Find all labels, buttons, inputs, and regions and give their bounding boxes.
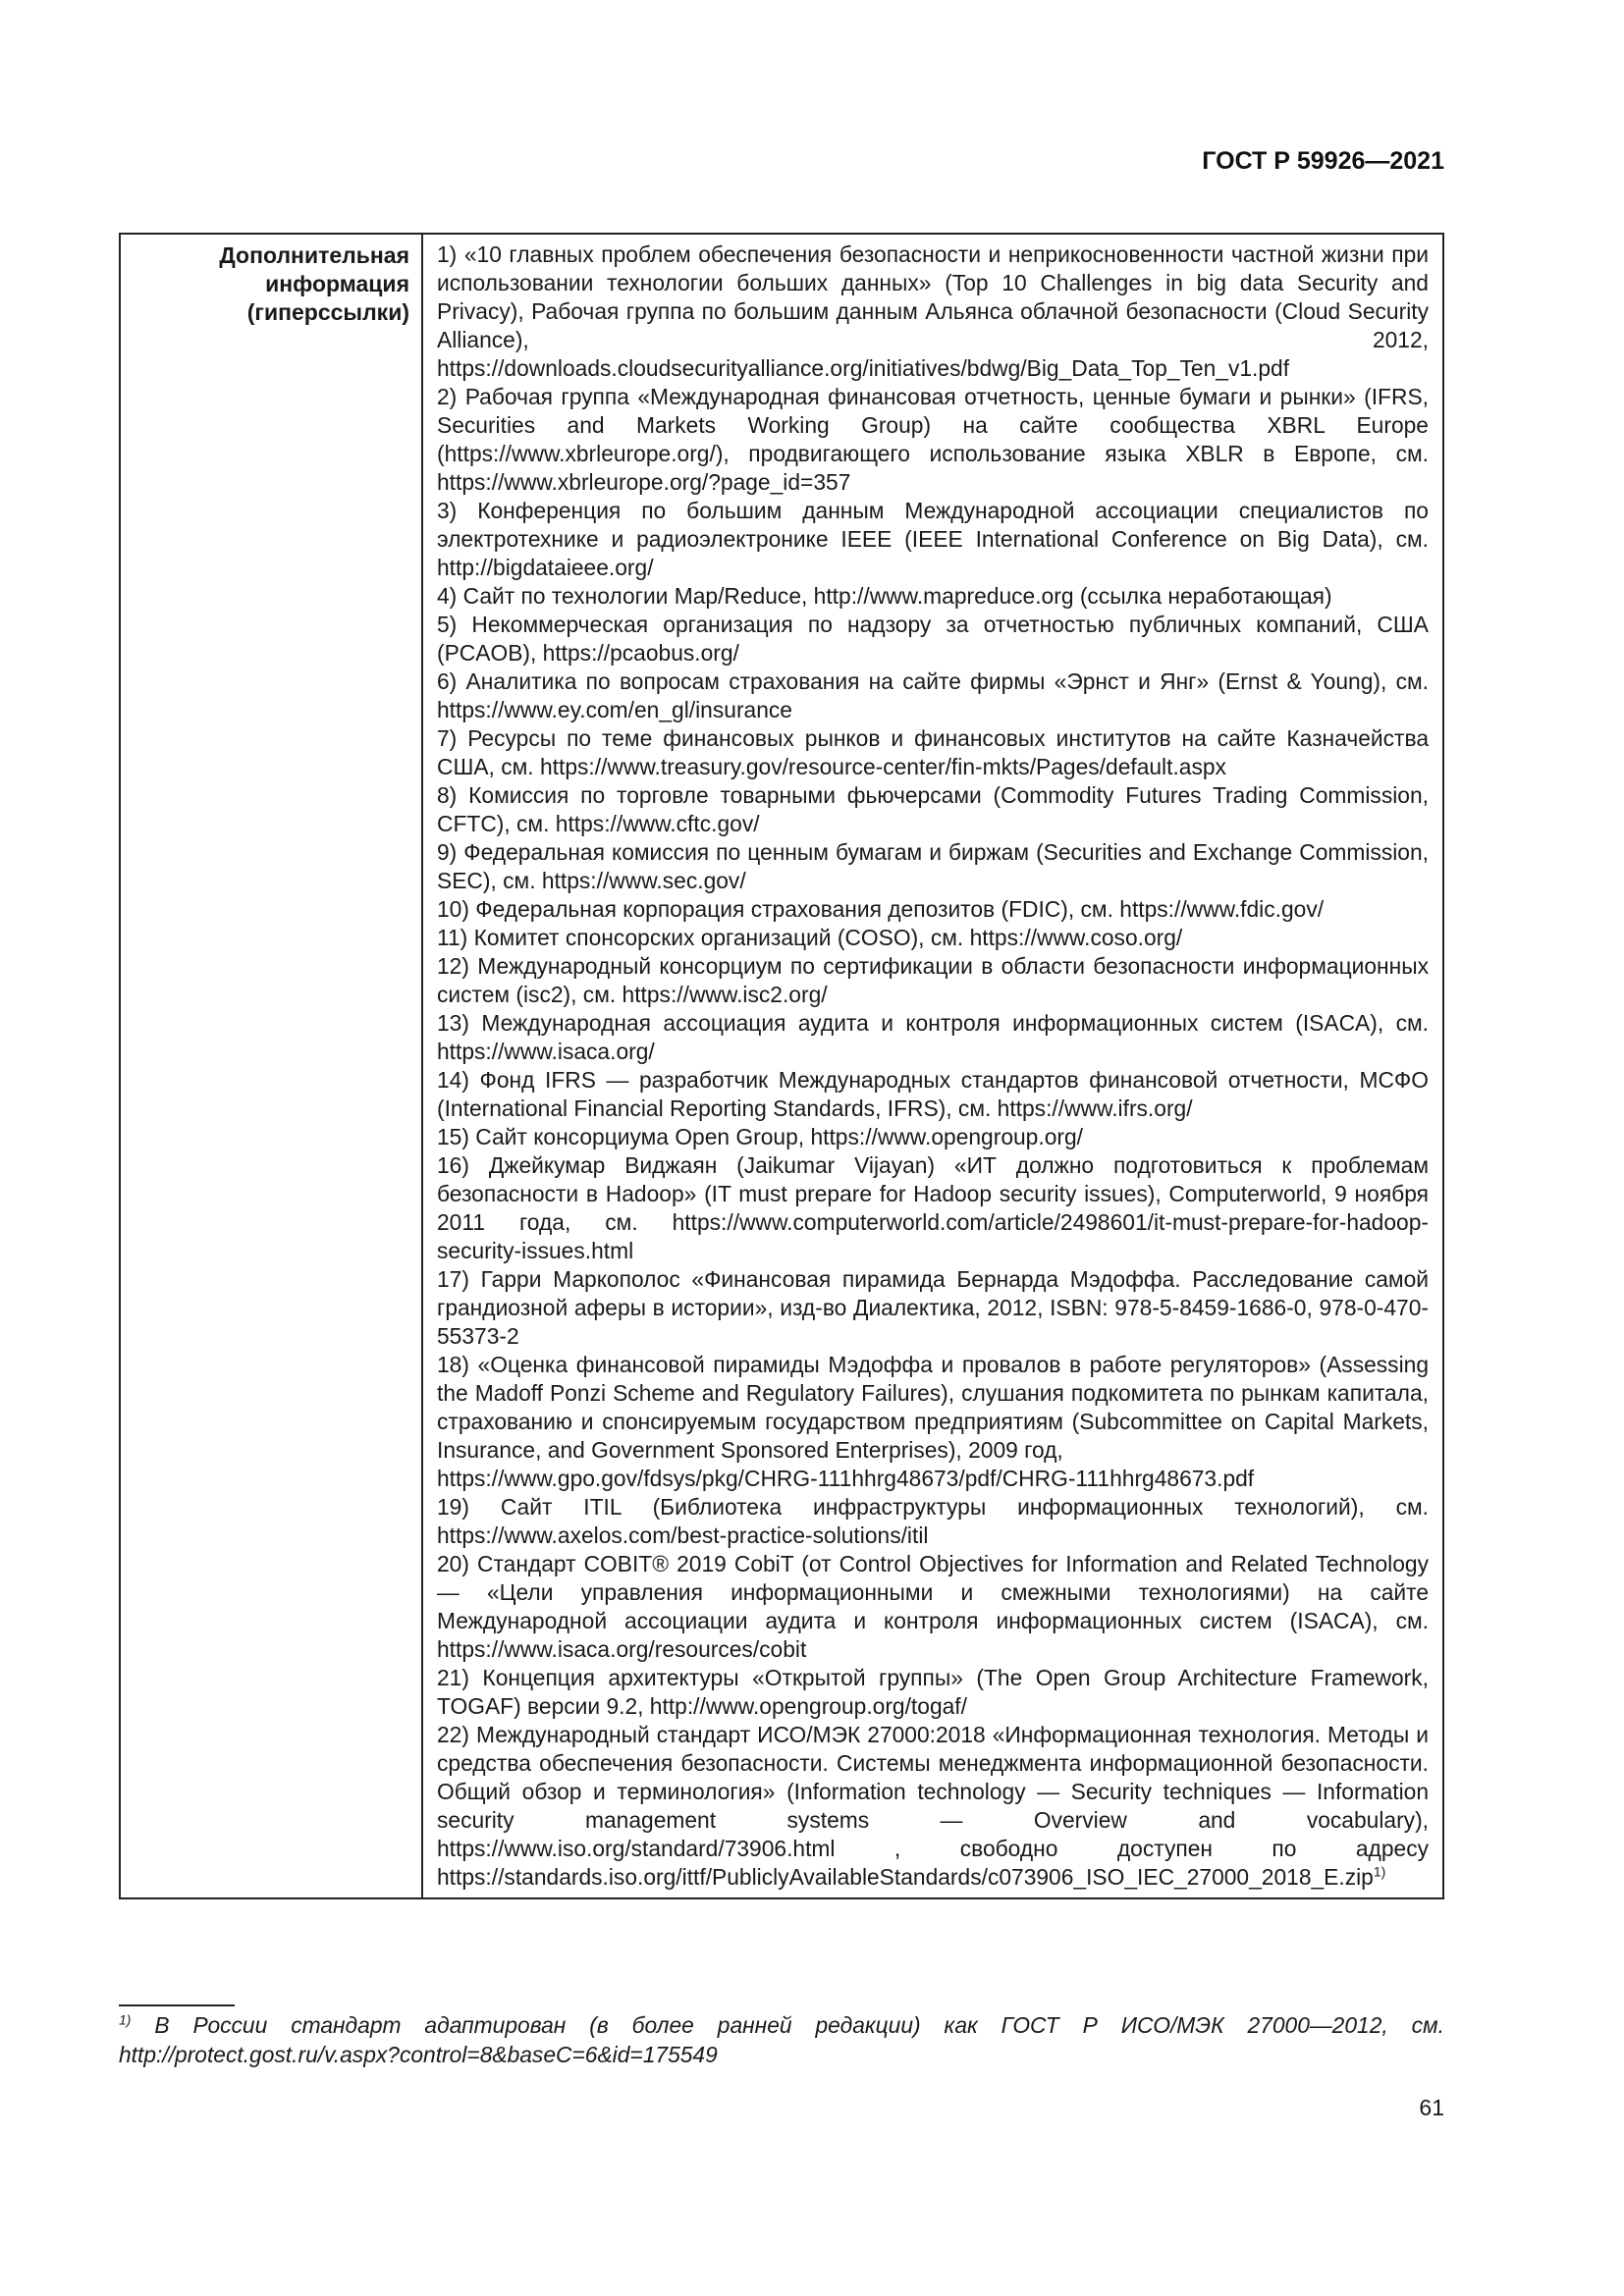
reference-item: 17) Гарри Маркополос «Финансовая пирамида Бернарда Мэдоффа. Расследование самой грандиозной аферы в истории», изд-во Диалектика, 2012, ISBN: 978-5-8459-1686-0, 978-0-470-55373-2 <box>437 1266 1429 1349</box>
reference-item: 11) Комитет спонсорских организаций (COSO), см. https://www.coso.org/ <box>437 925 1183 950</box>
hyperlinks-list <box>423 235 1442 1897</box>
reference-item: 12) Международный консорциум по сертификации в области безопасности информационных систем (isc2), см. https://www.isc2.org/ <box>437 953 1429 1007</box>
footnote-reference: 1) <box>1373 1863 1386 1880</box>
reference-item: 16) Джейкумар Виджаян (Jaikumar Vijayan) «ИТ должно подготовиться к проблемам безопасности в Hadoop» (IT must prepare for Hadoop security issues), Computerworld, 9 ноября 2011 года, см. https://www.computerworld.com/article/2498601/it-must-prepare-for-hadoop-security-issues.html <box>437 1152 1429 1263</box>
reference-item: 13) Международная ассоциация аудита и контроля информационных систем (ISACA), см. https://www.isaca.org/ <box>437 1010 1429 1064</box>
reference-item: 1) «10 главных проблем обеспечения безопасности и неприкосновенности частной жизни при использовании технологии больших данных» (Top 10 Challenges in big data Security and Privacy), Рабочая группа по большим данным Альянса облачной безопасности (Cloud Security Alliance), 2012, https://downloads.cloudsecurityalliance.org/initiatives/bdwg/Big_Data_Top_Ten_v1.pdf <box>437 241 1429 381</box>
reference-item: 6) Аналитика по вопросам страхования на сайте фирмы «Эрнст и Янг» (Ernst & Young), см. https://www.ey.com/en_gl/insurance <box>437 668 1429 722</box>
reference-item: 14) Фонд IFRS — разработчик Международных стандартов финансовой отчетности, МСФО (International Financial Reporting Standards, IFRS), см. https://www.ifrs.org/ <box>437 1067 1429 1121</box>
row-label-line: (гиперссылки) <box>246 299 409 325</box>
reference-item: 20) Стандарт COBIT® 2019 CobiT (от Control Objectives for Information and Related Technology — «Цели управления информационными и смежными технологиями) на сайте Международной ассоциации аудита и контроля информационных систем (ISACA), см. https://www.isaca.org/resources/cobit <box>437 1551 1429 1662</box>
reference-item: https://www.gpo.gov/fdsys/pkg/CHRG-111hhrg48673/pdf/CHRG-111hhrg48673.pdf <box>437 1466 1255 1491</box>
additional-info-table <box>119 233 1444 1899</box>
footnote-divider <box>119 2004 235 2006</box>
reference-item: 7) Ресурсы по теме финансовых рынков и финансовых институтов на сайте Казначейства США, см. https://www.treasury.gov/resource-center/fin-mkts/Pages/default.aspx <box>437 725 1429 779</box>
footnote-text: В России стандарт адаптирован (в более ранней редакции) как ГОСТ Р ИСО/МЭК 27000—2012, см. http://protect.gost.ru/v.aspx?control=8&baseC=6&id=175549 <box>119 2012 1444 2067</box>
reference-item: 10) Федеральная корпорация страхования депозитов (FDIC), см. https://www.fdic.gov/ <box>437 896 1325 922</box>
standard-header: ГОСТ Р 59926—2021 <box>1202 147 1444 175</box>
reference-item: 21) Концепция архитектуры «Открытой группы» (The Open Group Architecture Framework, TOGAF) версии 9.2, http://www.opengroup.org/togaf/ <box>437 1665 1429 1719</box>
footnote-mark: 1) <box>119 2011 132 2028</box>
reference-item: 19) Сайт ITIL (Библиотека инфраструктуры информационных технологий), см. https://www.axelos.com/best-practice-solutions/itil <box>437 1494 1429 1548</box>
reference-item: 4) Сайт по технологии Map/Reduce, http://www.mapreduce.org (ссылка неработающая) <box>437 583 1332 609</box>
page-number: 61 <box>1419 2095 1444 2120</box>
footnote <box>119 2010 1444 2069</box>
reference-item: 3) Конференция по большим данным Международной ассоциации специалистов по электротехнике и радиоэлектронике IEEE (IEEE International Conference on Big Data), см. http://bigdataieee.org/ <box>437 498 1429 580</box>
reference-item: 8) Комиссия по торговле товарными фьючерсами (Commodity Futures Trading Commission, CFTC), см. https://www.cftc.gov/ <box>437 782 1429 836</box>
reference-item: 5) Некоммерческая организация по надзору за отчетностью публичных компаний, США (PCAOB), https://pcaobus.org/ <box>437 612 1429 666</box>
reference-item-last <box>437 1721 1429 1892</box>
reference-item-text: 22) Международный стандарт ИСО/МЭК 27000:2018 «Информационная технология. Методы и средства обеспечения безопасности. Системы менеджмента информационной безопасности. Общий обзор и терминология» (Information technology — Security techniques — Information security management systems — Overview and vocabulary), https://www.iso.org/standard/73906.html , свободно доступен по адресу https://standards.iso.org/ittf/PubliclyAvailableStandards/c073906_ISO_IEC_27000_2018_E.zip <box>437 1722 1429 1890</box>
reference-item: 18) «Оценка финансовой пирамиды Мэдоффа и провалов в работе регуляторов» (Assessing the Madoff Ponzi Scheme and Regulatory Failures), слушания подкомитета по рынкам капитала, страхованию и спонсируемым государством предприятиям (Subcommittee on Capital Markets, Insurance, and Government Sponsored Enterprises), 2009 год, <box>437 1352 1429 1463</box>
row-label-line: Дополнительная <box>219 242 409 268</box>
row-label-line: информация <box>265 271 409 296</box>
reference-item: 15) Сайт консорциума Open Group, https://www.opengroup.org/ <box>437 1124 1083 1149</box>
row-label-cell <box>121 235 423 1897</box>
reference-item: 2) Рабочая группа «Международная финансовая отчетность, ценные бумаги и рынки» (IFRS, Securities and Markets Working Group) на сайте сообщества XBRL Europe (https://www.xbrleurope.org/), продвигающего использование языка XBLR в Европе, см. https://www.xbrleurope.org/?page_id=357 <box>437 384 1429 495</box>
reference-item: 9) Федеральная комиссия по ценным бумагам и биржам (Securities and Exchange Commission, SEC), см. https://www.sec.gov/ <box>437 839 1429 893</box>
